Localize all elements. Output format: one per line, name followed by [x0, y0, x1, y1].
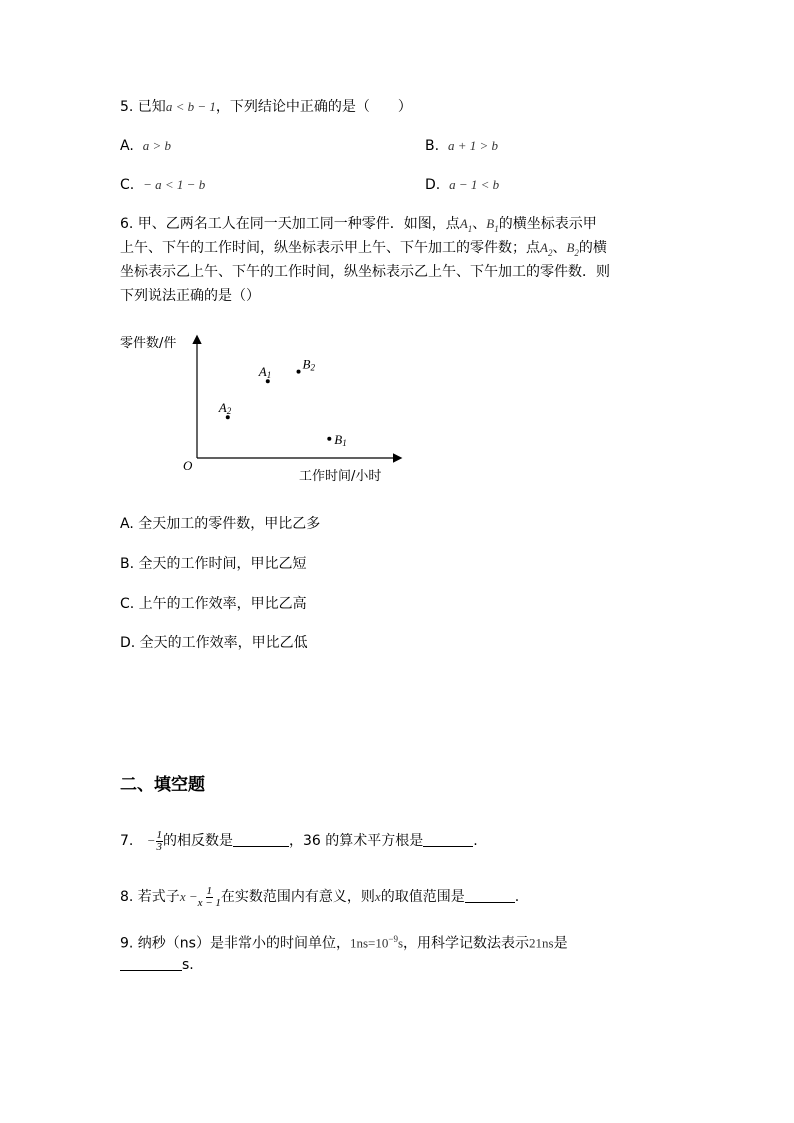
point-b1 [327, 437, 331, 441]
q6-option-a[interactable]: A. 全天加工的零件数，甲比乙多 [120, 516, 321, 532]
y-axis-label: 零件数/件 [120, 336, 177, 351]
q8-blank[interactable] [465, 888, 515, 903]
q9-blank[interactable] [120, 956, 182, 971]
x-axis-label: 工作时间/小时 [299, 469, 382, 484]
q5-stem: 5. 已知a < b − 1，下列结论中正确的是（ ） [120, 99, 412, 115]
point-b2 [297, 370, 301, 374]
q6-option-c[interactable]: C. 上午的工作效率，甲比乙高 [120, 596, 307, 612]
point-label-a2: A2 [218, 400, 232, 417]
q8-stem: 8. 若式子x − $\frac{1}{x - 1}$ 在实数范围内有意义，则x的取值范围是 . [120, 884, 520, 909]
origin-label: O [183, 458, 193, 473]
q5-option-b[interactable]: B. a + 1 > b [425, 138, 499, 154]
q5-condition: a < b − 1 [165, 99, 216, 114]
q5-option-a[interactable]: A. a > b [120, 138, 171, 154]
q6-option-b[interactable]: B. 全天的工作时间，甲比乙短 [120, 556, 307, 572]
point-label-a1: A1 [258, 364, 272, 381]
q5-option-d[interactable]: D. a − 1 < b [425, 177, 500, 193]
q6-stem-line3: 坐标表示乙上午、下午的工作时间，纵坐标表示乙上午、下午加工的零件数．则 [120, 264, 610, 280]
point-label-b1: B1 [334, 431, 347, 448]
q9-line2: s. [120, 955, 194, 975]
q8-fraction: $\frac{1}{x - 1}$ [197, 884, 221, 909]
q5-option-c[interactable]: C. − a < 1 − b [120, 177, 206, 193]
q6-stem-line4: 下列说法正确的是（） [120, 288, 260, 304]
section-title: 二、填空题 [120, 775, 205, 795]
q6-stem-line1: 6. 甲、乙两名工人在同一天加工同一种零件．如图，点$A_1$、$B_1$的横坐标表示甲 [120, 216, 597, 234]
point-label-b2: B2 [302, 356, 315, 373]
points-layer [218, 357, 347, 448]
q6-option-d[interactable]: D. 全天的工作效率，甲比乙低 [120, 635, 308, 651]
q6-stem-line2: 上午、下午的工作时间，纵坐标表示甲上午、下午加工的零件数；点$A_2$、$B_2$的横 [120, 240, 607, 258]
q7-stem: 7. − $\frac{1}{3}$ 的相反数是 ，36 的算术平方根是 . [120, 828, 478, 853]
q7-blank-1[interactable] [233, 832, 289, 847]
q9-stem: 9. 纳秒（ns）是非常小的时间单位，$1ns=10^{-9}s$，用科学记数法表示21ns是 [120, 934, 568, 952]
q7-fraction: $\frac{1}{3}$ [156, 828, 162, 853]
q7-blank-2[interactable] [423, 832, 473, 847]
q6-figure [110, 325, 430, 490]
